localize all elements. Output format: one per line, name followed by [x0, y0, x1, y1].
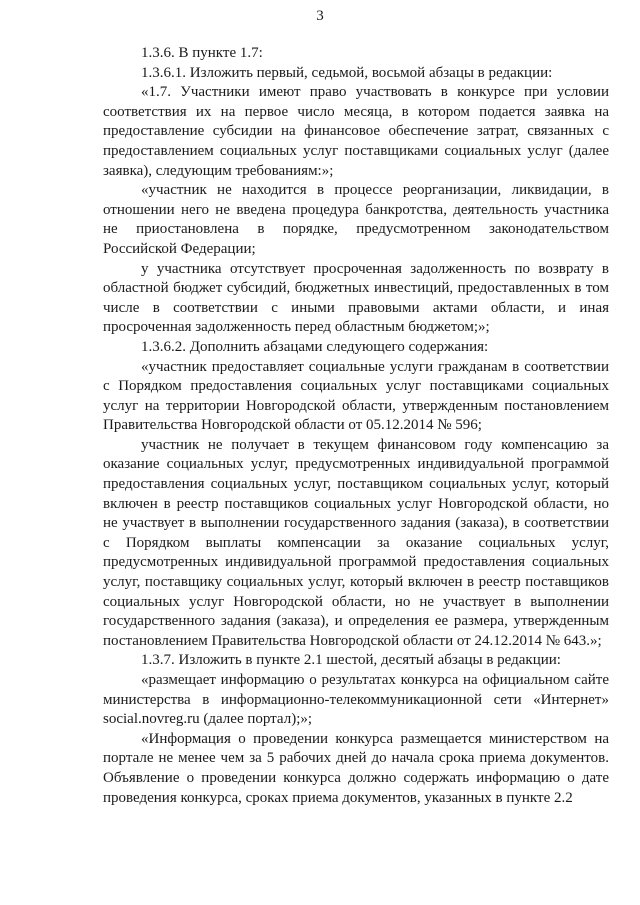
page-number: 3: [316, 8, 324, 24]
paragraph-no-compensation: участник не получает в текущем финансовом году компенсацию за оказание социальных услуг, предусмотренных индивидуальной программой предоставления социальных услуг, поставщиком социальных услуг, который включен в реестр поставщиков социальных услуг Новгородской области, но не участвует в выполнении государственного задания (заказа), в соответствии с Порядком выплаты компенсации за оказание социальных услуг, предусмотренных индивидуальной программой предоставления социальных услуг, поставщику социальных услуг, который включен в реестр поставщиков социальных услуг Новгородской области, но не участвует в выполнении государственного задания (заказа), и определения ее размера, утвержденным постановлением Правительства Новгородской области от 24.12.2014 № 643.»;: [103, 436, 609, 649]
paragraph-item-1-3-6-2: 1.3.6.2. Дополнить абзацами следующего содержания:: [141, 338, 489, 355]
paragraph-contest-info: «Информация о проведении конкурса размещается министерством на портале не менее чем за 5 рабочих дней до начала срока приема документов. Объявление о проведении конкурса должно содержать информацию о дате проведения конкурса, сроках приема документов, указанных в пункте 2.2: [103, 730, 609, 806]
paragraph-item-1-3-6-1: 1.3.6.1. Изложить первый, седьмой, восьмой абзацы в редакции:: [141, 64, 553, 81]
paragraph-no-reorganization: «участник не находится в процессе реорганизации, ликвидации, в отношении него не введена процедура банкротства, деятельность участника не приостановлена в порядке, предусмотренном законодательством Российской Федерации;: [103, 182, 609, 257]
paragraph-no-debt: у участника отсутствует просроченная задолженность по возврату в областной бюджет субсидий, бюджетных инвестиций, предоставленных в том числе в соответствии с иными правовыми актами области, и иная просроченная задолженность перед областным бюджетом;»;: [103, 260, 609, 336]
paragraph-item-1-3-7: 1.3.7. Изложить в пункте 2.1 шестой, десятый абзацы в редакции:: [141, 652, 561, 669]
paragraph-1-7-intro: «1.7. Участники имеют право участвовать в конкурсе при условии соответствия их на первое число месяца, в котором подается заявка на предоставление субсидии на финансовое обеспечение затрат, связанных с предоставлением социальных услуг поставщиками социальных услуг (далее заявка), следующим требованиям:»;: [103, 84, 609, 179]
paragraph-provides-services: «участник предоставляет социальные услуги гражданам в соответствии с Порядком предоставления социальных услуг поставщиками социальных услуг на территории Новгородской области, утвержденным постановлением Правительства Новгородской области от 05.12.2014 № 596;: [103, 358, 609, 434]
paragraph-item-1-3-6: 1.3.6. В пункте 1.7:: [141, 45, 263, 61]
paragraph-publishes-results: «размещает информацию о результатах конкурса на официальном сайте министерства в информационно-телекоммуникационной сети «Интернет» social.novreg.ru (далее портал);»;: [103, 672, 609, 728]
document-body: [103, 44, 609, 808]
